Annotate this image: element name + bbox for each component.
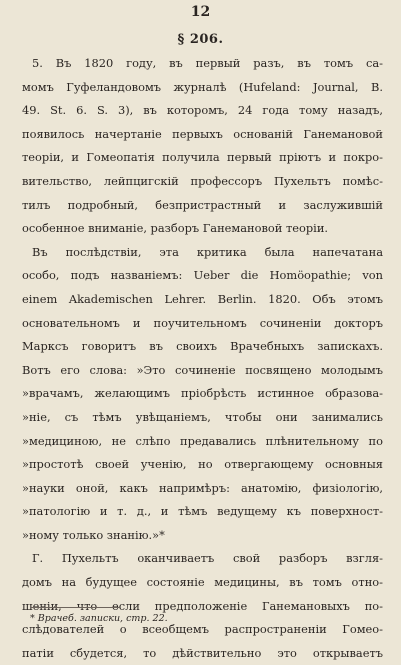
text-line: »ніе, съ тѣмъ увѣщаніемъ, чтобы они занимались xyxy=(22,409,383,424)
text-line: Въ послѣдствіи, эта критика была напечатана xyxy=(32,244,383,259)
text-line: домъ на будущее состояніе медицины, въ томъ отно- xyxy=(22,575,383,590)
text-line: »простотѣ своей ученію, но отвергающему основныя xyxy=(22,457,383,472)
text-line: шеніи, что если предположеніе Ганемановыхъ по- xyxy=(22,598,383,613)
section-heading: § 206. xyxy=(177,32,224,47)
text-line: Г. Пухельтъ оканчиваетъ свой разборъ взгля- xyxy=(32,551,383,566)
text-line: »медициною, не слѣпо предавались плѣнительному по xyxy=(22,433,383,448)
text-line: особенное вниманіе, разборъ Ганемановой теоріи. xyxy=(22,221,329,236)
text-line: появилось начертаніе первыхъ основаній Ганемановой xyxy=(22,126,383,141)
text-line: патіи сбудется, то дѣйствительно это открываетъ xyxy=(22,645,383,660)
text-line: Вотъ его слова: »Это сочиненіе посвящено молодымъ xyxy=(22,362,383,377)
text-line: момъ Гуфеландовомъ журналѣ (Hufeland: Journal, B. xyxy=(22,79,383,94)
page-number: 12 xyxy=(190,4,211,20)
text-line: 5. Въ 1820 году, въ первый разъ, въ томъ са- xyxy=(32,56,383,70)
text-line: тилъ подробный, безпристрастный и заслужившій xyxy=(22,197,383,212)
text-line: особо, подъ названіемъ: Ueber die Homöopathie; von xyxy=(22,268,383,283)
text-line: Марксъ говоритъ въ своихъ Врачебныхъ запискахъ. xyxy=(22,339,383,354)
footnote: * Врачеб. записки, стр. 22. xyxy=(30,613,168,624)
footnote-rule xyxy=(30,607,120,608)
text-line: теоріи, и Гомеопатія получила первый пріютъ и покро- xyxy=(22,150,383,165)
text-line: »врачамъ, желающимъ пріобрѣсть истинное образова- xyxy=(22,386,383,401)
body-text xyxy=(22,52,383,665)
text-line: »патологію и т. д., и тѣмъ ведущему къ поверхност- xyxy=(22,504,383,519)
text-line: einem Akademischen Lehrer. Berlin. 1820. Объ этомъ xyxy=(22,291,383,306)
text-line: вительство, лейпцигскій профессоръ Пухельтъ помѣс- xyxy=(22,173,383,188)
text-line: »ному только знанію.»* xyxy=(22,527,165,542)
text-line: основательномъ и поучительномъ сочиненіи докторъ xyxy=(22,315,383,330)
text-line: »науки оной, какъ напримѣръ: анатомію, физіологію, xyxy=(22,480,383,495)
text-line: 49. St. 6. S. 3), въ которомъ, 24 года тому назадъ, xyxy=(22,103,383,118)
text-line: слѣдователей о всеобщемъ распространеніи Гомео- xyxy=(22,622,383,637)
